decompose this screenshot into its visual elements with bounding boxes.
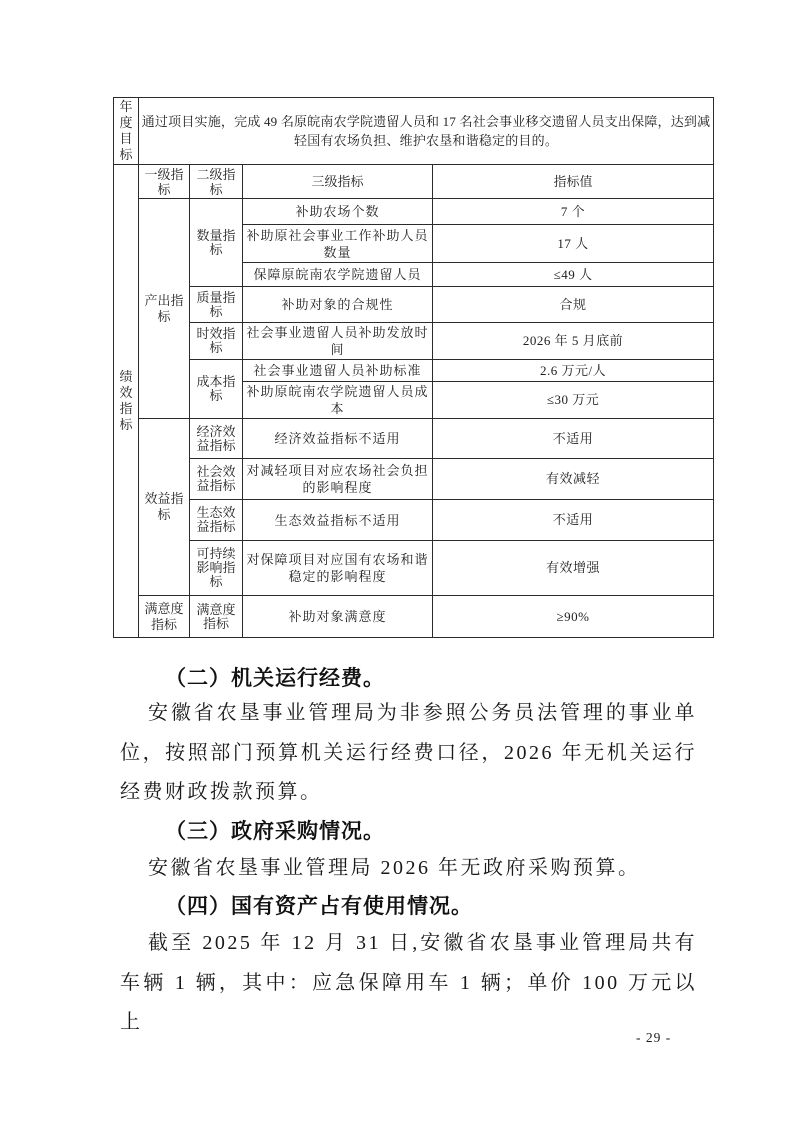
indicator-cell: 生态效益指标不适用 (243, 500, 433, 541)
table-row (114, 459, 714, 500)
value-cell: 17 人 (433, 225, 714, 263)
annual-goal-text: 通过项目实施，完成 49 名原皖南农学院遗留人员和 17 名社会事业移交遗留人员支出保障，达到减轻国有农场负担、维护农垦和谐稳定的目的。 (139, 98, 714, 165)
indicator-cell: 对保障项目对应国有农场和谐稳定的影响程度 (243, 541, 433, 596)
table-row (114, 541, 714, 596)
column-header-value: 指标值 (433, 165, 714, 199)
value-cell: 合规 (433, 287, 714, 323)
value-cell: 2026 年 5 月底前 (433, 323, 714, 360)
section-heading-agency-operating-expenses: （二）机关运行经费。 (165, 667, 385, 690)
level2-social-benefit: 社会效益指标 (190, 459, 243, 500)
value-cell: 有效增强 (433, 541, 714, 596)
table-row (114, 287, 714, 323)
performance-indicator-table (113, 97, 714, 638)
section-paragraph: 安徽省农垦事业管理局为非参照公务员法管理的事业单位，按照部门预算机关运行经费口径，2026 年无机关运行经费财政拨款预算。 (120, 702, 697, 803)
level2-timeliness: 时效指标 (190, 323, 243, 360)
value-cell: ≤30 万元 (433, 382, 714, 419)
section-paragraph: 安徽省农垦事业管理局 2026 年无政府采购预算。 (148, 857, 641, 879)
table-row (114, 98, 714, 165)
level2-satisfaction: 满意度指标 (190, 596, 243, 638)
indicator-cell: 社会事业遗留人员补助标准 (243, 360, 433, 382)
indicator-cell: 补助原皖南农学院遗留人员成本 (243, 382, 433, 419)
column-header-level1: 一级指标 (139, 165, 190, 199)
section-heading-state-owned-assets: （四）国有资产占有使用情况。 (165, 895, 473, 918)
value-cell: 不适用 (433, 419, 714, 459)
indicator-cell: 经济效益指标不适用 (243, 419, 433, 459)
table-row (114, 323, 714, 360)
value-cell: 2.6 万元/人 (433, 360, 714, 382)
column-header-level3: 三级指标 (243, 165, 433, 199)
level2-economic-benefit: 经济效益指标 (190, 419, 243, 459)
page-number: - 29 - (636, 1030, 672, 1045)
level2-quality: 质量指标 (190, 287, 243, 323)
value-cell: ≥90% (433, 596, 714, 638)
annual-goal-label: 年度目标 (114, 98, 139, 165)
table-row (114, 596, 714, 638)
level1-benefit: 效益指标 (139, 419, 190, 596)
level2-ecological-benefit: 生态效益指标 (190, 500, 243, 541)
column-header-level2: 二级指标 (190, 165, 243, 199)
section-paragraph: 截至 2025 年 12 月 31 日,安徽省农垦事业管理局共有车辆 1 辆，其中：应急保障用车 1 辆；单价 100 万元以上 (120, 932, 697, 1033)
level1-satisfaction: 满意度指标 (139, 596, 190, 638)
value-cell: 有效减轻 (433, 459, 714, 500)
table-row (114, 360, 714, 382)
indicator-cell: 补助对象的合规性 (243, 287, 433, 323)
table-row (114, 500, 714, 541)
level2-quantity: 数量指标 (190, 199, 243, 287)
level2-sustainable-impact: 可持续影响指标 (190, 541, 243, 596)
level1-output: 产出指标 (139, 199, 190, 419)
section-heading-government-procurement: （三）政府采购情况。 (165, 820, 385, 843)
performance-indicator-label: 绩效指标 (114, 165, 139, 638)
indicator-cell: 补助对象满意度 (243, 596, 433, 638)
table-row (114, 199, 714, 225)
value-cell: 7 个 (433, 199, 714, 225)
table-header-row (114, 165, 714, 199)
level2-cost: 成本指标 (190, 360, 243, 419)
indicator-cell: 社会事业遗留人员补助发放时间 (243, 323, 433, 360)
indicator-cell: 补助农场个数 (243, 199, 433, 225)
table-row (114, 419, 714, 459)
indicator-cell: 对减轻项目对应农场社会负担的影响程度 (243, 459, 433, 500)
indicator-cell: 保障原皖南农学院遗留人员 (243, 263, 433, 287)
value-cell: 不适用 (433, 500, 714, 541)
value-cell: ≤49 人 (433, 263, 714, 287)
indicator-cell: 补助原社会事业工作补助人员数量 (243, 225, 433, 263)
